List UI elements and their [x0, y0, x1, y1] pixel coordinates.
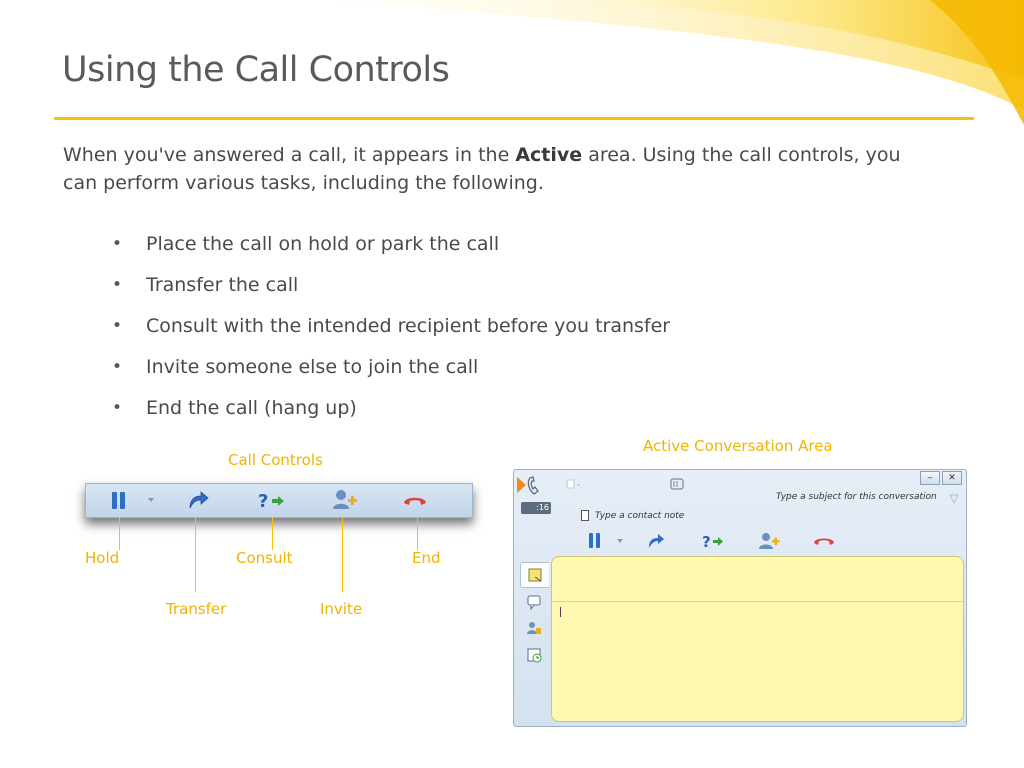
subject-input[interactable]: Type a subject for this conversation: [776, 492, 937, 502]
intro-bold-active: Active: [515, 144, 583, 166]
active-call-icon: [516, 474, 548, 498]
invite-label: Invite: [320, 600, 363, 618]
notes-icon: [521, 563, 549, 587]
conversation-window: [513, 469, 967, 727]
bullet-item: • Place the call on hold or park the call: [112, 231, 670, 272]
notes-divider: [552, 601, 963, 602]
contacts-icon: [520, 616, 548, 640]
consult-label: Consult: [236, 549, 293, 567]
transfer-label: Transfer: [166, 600, 227, 618]
active-area-caption: Active Conversation Area: [643, 437, 833, 455]
intro-text-end: area. Using the call controls, you can perform various tasks, including the following.: [63, 144, 901, 194]
hold-button[interactable]: [106, 487, 134, 513]
chevron-down-icon[interactable]: [948, 492, 960, 506]
phone-handset-icon: [669, 477, 685, 491]
hold-label: Hold: [85, 549, 120, 567]
call-timer: :16: [521, 502, 551, 514]
note-icon: [581, 510, 589, 521]
minimize-button[interactable]: ‒: [920, 471, 940, 485]
invite-icon: [757, 530, 781, 552]
intro-text-start: When you've answered a call, it appears in the: [63, 144, 516, 166]
end-call-button[interactable]: [401, 487, 429, 513]
bullet-item: • Invite someone else to join the call: [112, 354, 670, 395]
transfer-leader-line: [195, 517, 196, 592]
hold-options-dropdown[interactable]: [614, 530, 626, 552]
history-icon: [520, 643, 548, 667]
invite-button[interactable]: [330, 487, 358, 513]
invite-leader-line: [342, 517, 343, 592]
pause-icon: [584, 530, 608, 552]
invite-button[interactable]: [757, 530, 781, 552]
hold-leader-line: [119, 517, 120, 550]
chat-icon: [520, 590, 548, 614]
bullet-item: • End the call (hang up): [112, 395, 670, 436]
end-leader-line: [417, 517, 418, 550]
task-bullet-list: [112, 231, 670, 436]
hang-up-icon: [812, 530, 836, 552]
transfer-button[interactable]: [644, 530, 668, 552]
history-tab[interactable]: [520, 643, 548, 667]
pause-icon: [106, 487, 134, 513]
slide-title: Using the Call Controls: [62, 50, 450, 90]
conversation-sidebar: [518, 560, 552, 720]
consult-icon: [700, 530, 728, 552]
chevron-down-icon: [614, 530, 626, 552]
consult-leader-line: [272, 517, 273, 550]
chat-tab[interactable]: [520, 590, 548, 614]
end-call-button[interactable]: [812, 530, 836, 552]
end-label: End: [412, 549, 441, 567]
intro-paragraph: [63, 141, 933, 197]
window-controls: [920, 471, 962, 485]
transfer-arrow-icon: [644, 530, 668, 552]
text-cursor: [560, 607, 561, 617]
presence-icon: [566, 478, 584, 490]
svg-text:?: ?: [702, 533, 711, 551]
contact-note-field[interactable]: [581, 510, 684, 521]
consult-button[interactable]: [700, 530, 728, 552]
bullet-item: • Transfer the call: [112, 272, 670, 313]
chevron-down-icon: [144, 487, 158, 513]
call-controls-caption: Call Controls: [228, 451, 323, 469]
conversation-notes-area[interactable]: [551, 556, 964, 722]
svg-text:?: ?: [258, 491, 269, 512]
hold-button[interactable]: [584, 530, 608, 552]
hold-options-dropdown[interactable]: [144, 487, 158, 513]
notes-tab[interactable]: [520, 562, 549, 588]
title-divider: [54, 117, 974, 120]
invite-icon: [330, 487, 358, 513]
contact-note-placeholder: Type a contact note: [595, 510, 685, 521]
transfer-arrow-icon: [184, 487, 212, 513]
close-button[interactable]: ✕: [942, 471, 962, 485]
bullet-item: • Consult with the intended recipient before you transfer: [112, 313, 670, 354]
consult-icon: [256, 487, 288, 513]
call-controls-toolbar: [85, 483, 473, 518]
contacts-tab[interactable]: [520, 616, 548, 640]
consult-button[interactable]: [256, 487, 288, 513]
transfer-button[interactable]: [184, 487, 212, 513]
hang-up-icon: [401, 487, 429, 513]
